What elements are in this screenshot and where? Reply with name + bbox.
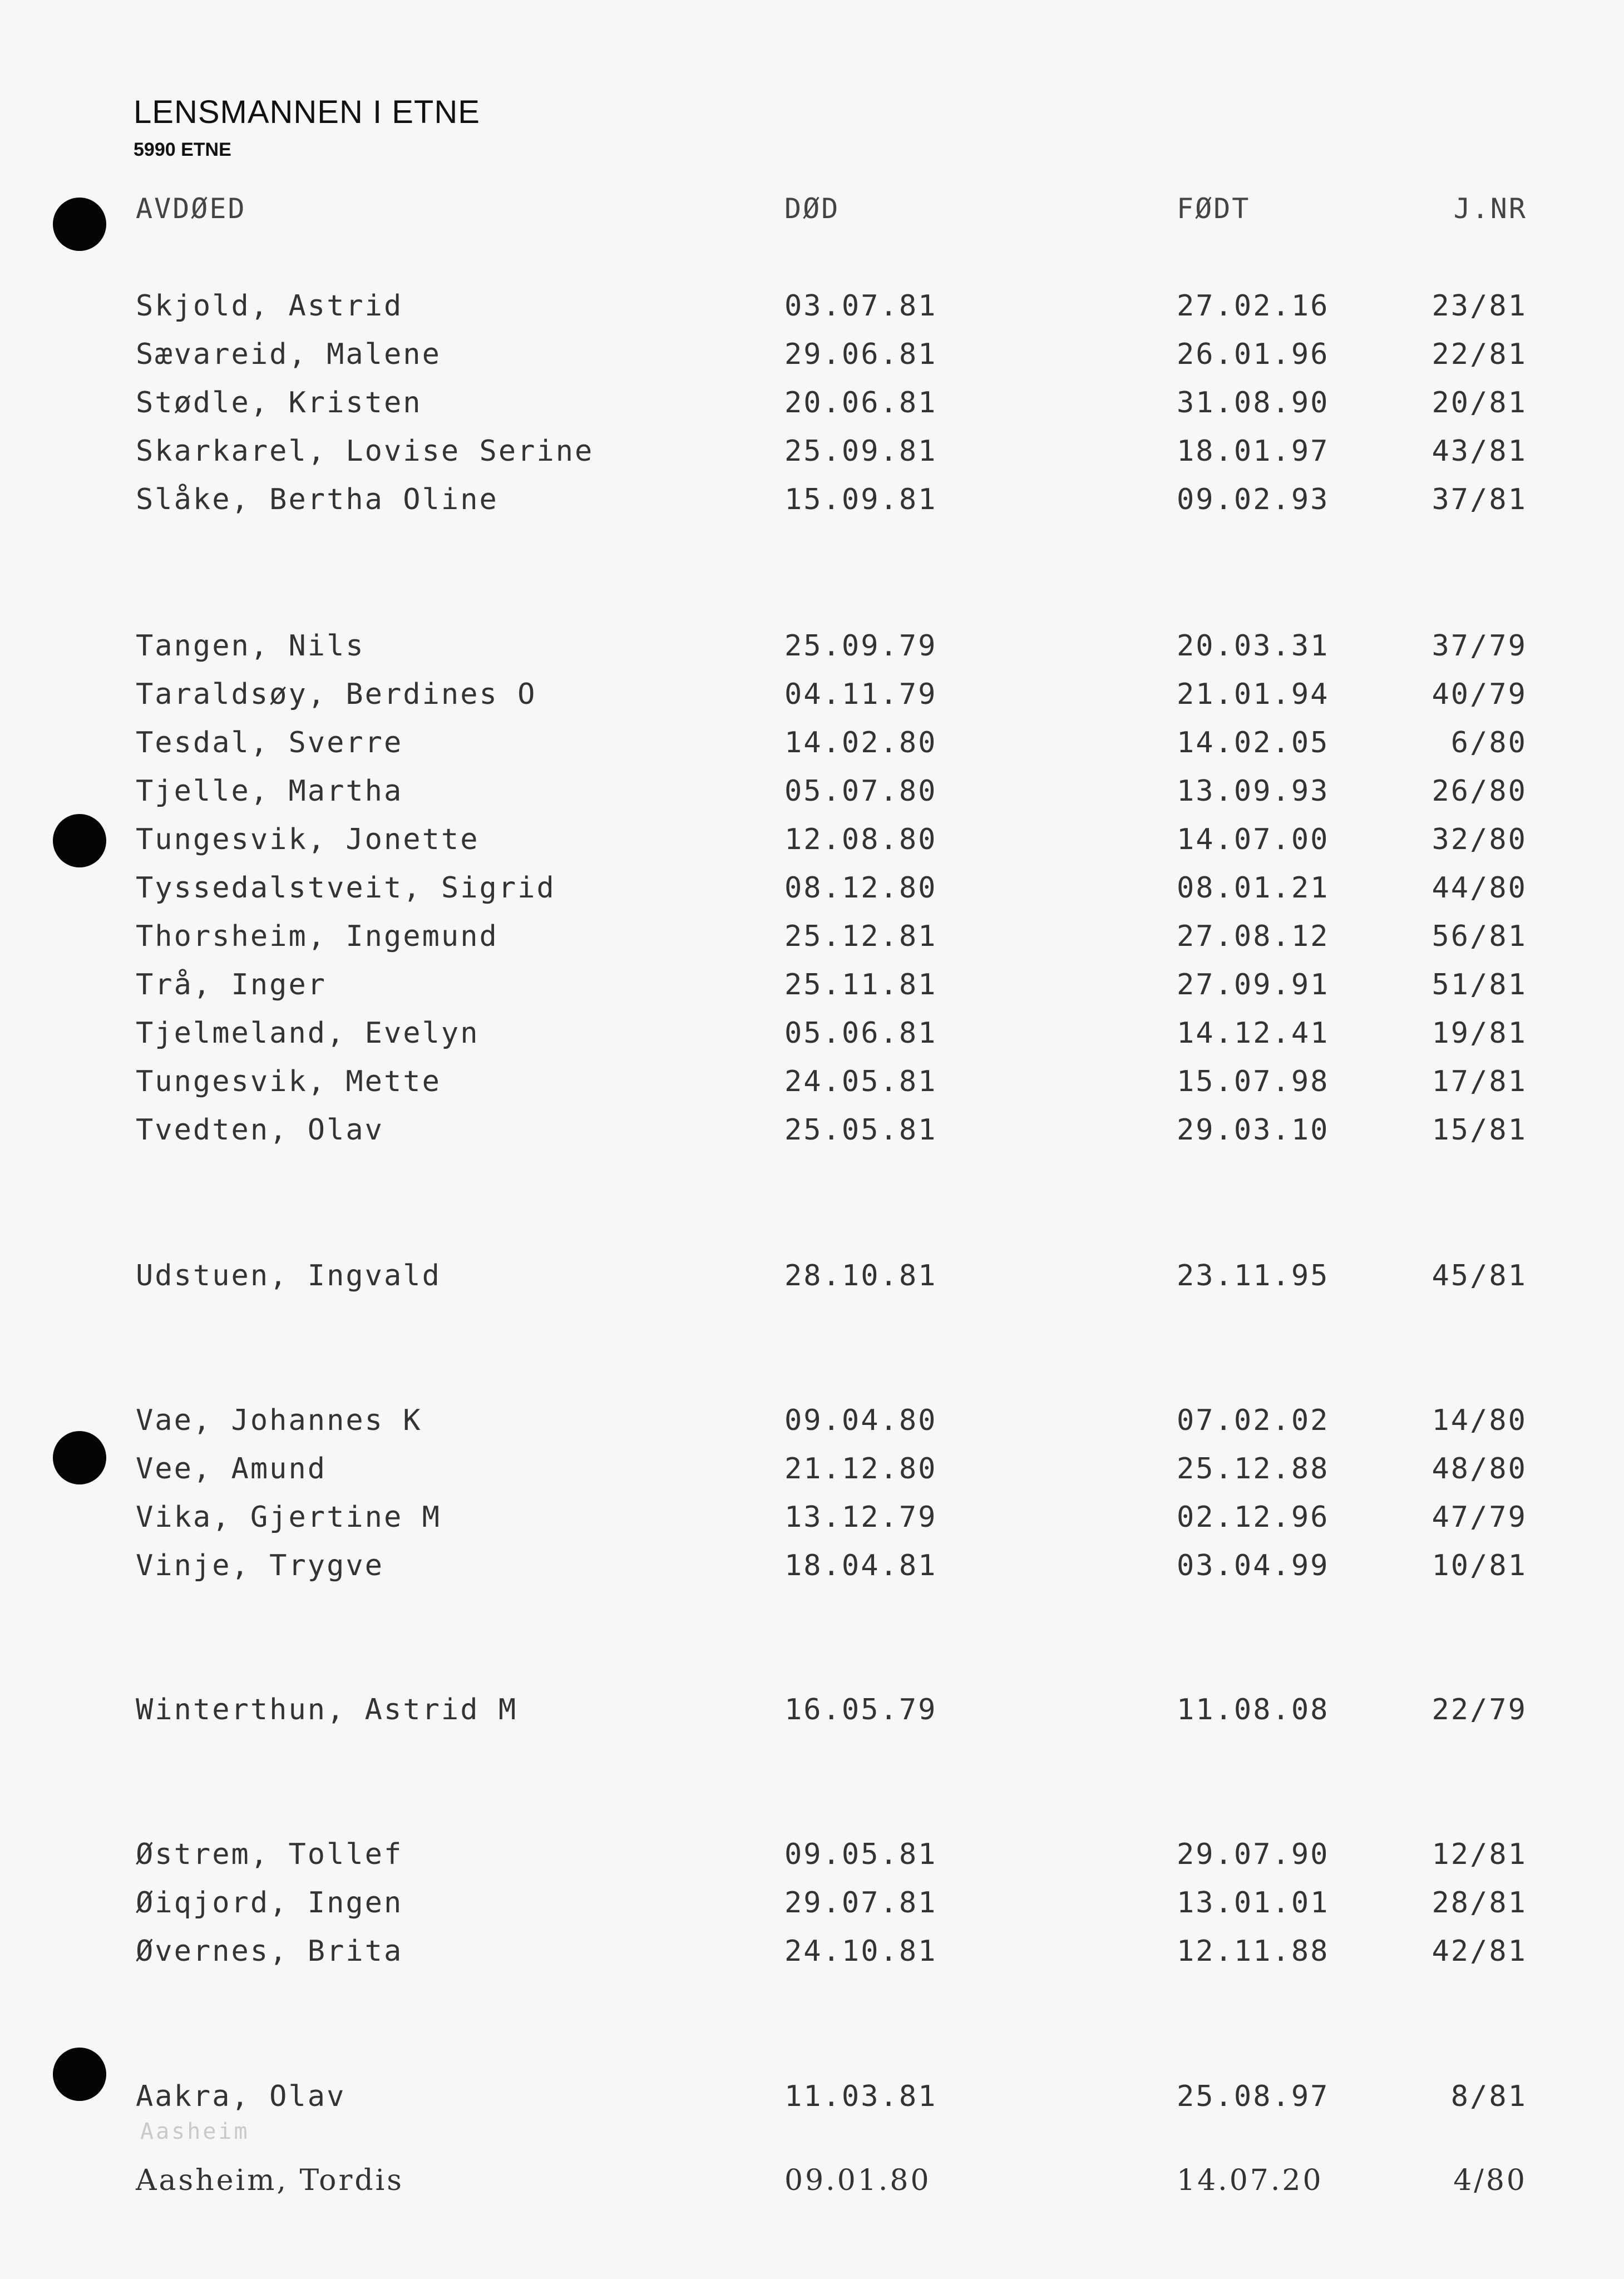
journal-number: 51/81 [1432,968,1527,1002]
table-row [0,2077,1624,2116]
date-died: 28.10.81 [784,1259,937,1293]
column-header-row [0,189,1624,228]
table-row [0,1401,1624,1440]
date-born: 14.07.20 [1177,2164,1324,2197]
date-born: 14.02.05 [1177,726,1330,759]
date-born: 14.07.00 [1177,823,1330,856]
date-born: 18.01.97 [1177,435,1330,468]
date-died: 25.12.81 [784,920,937,953]
letterhead-subtitle: 5990 ETNE [134,139,231,160]
journal-number: 44/80 [1432,871,1527,905]
deceased-name: Skarkarel, Lovise Serine [136,435,594,468]
table-row [0,2161,1624,2200]
table-row [0,1062,1624,1101]
deceased-name: Vika, Gjertine M [136,1501,441,1534]
journal-number: 28/81 [1432,1886,1527,1920]
table-row [0,335,1624,374]
journal-number: 12/81 [1432,1838,1527,1871]
date-born: 13.09.93 [1177,775,1330,808]
deceased-name: Tangen, Nils [136,629,365,663]
date-born: 15.07.98 [1177,1065,1330,1098]
journal-number: 45/81 [1432,1259,1527,1293]
journal-number: 20/81 [1432,386,1527,420]
table-row [0,432,1624,471]
date-died: 20.06.81 [784,386,937,420]
date-born: 27.02.16 [1177,289,1330,323]
column-header-born: FØDT [1177,193,1251,225]
column-header-journal: J.NR [1453,193,1527,225]
date-died: 29.06.81 [784,338,937,371]
table-row [0,480,1624,519]
journal-number: 47/79 [1432,1501,1527,1534]
journal-number: 22/81 [1432,338,1527,371]
deceased-name: Tesdal, Sverre [136,726,403,759]
deceased-name: Øiqjord, Ingen [136,1886,403,1920]
journal-number: 37/81 [1432,483,1527,516]
deceased-name: Skjold, Astrid [136,289,403,323]
date-born: 27.08.12 [1177,920,1330,953]
deceased-name: Tungesvik, Mette [136,1065,441,1098]
journal-number: 23/81 [1432,289,1527,323]
table-row [0,287,1624,325]
deceased-name: Tungesvik, Jonette [136,823,480,856]
date-died: 04.11.79 [784,678,937,711]
date-died: 09.04.80 [784,1404,937,1437]
date-died: 24.10.81 [784,1935,937,1968]
table-row [0,1932,1624,1971]
journal-number: 37/79 [1432,629,1527,663]
deceased-name: Sævareid, Malene [136,338,441,371]
deceased-name: Winterthun, Astrid M [136,1693,518,1726]
date-died: 09.01.80 [784,2164,931,2197]
table-row [0,820,1624,859]
date-died: 09.05.81 [784,1838,937,1871]
table-row [0,1014,1624,1053]
date-died: 08.12.80 [784,871,937,905]
journal-number: 10/81 [1432,1549,1527,1582]
date-born: 31.08.90 [1177,386,1330,420]
table-row [0,1111,1624,1150]
table-row [0,627,1624,665]
table-row [0,965,1624,1004]
journal-number: 42/81 [1432,1935,1527,1968]
date-born: 25.12.88 [1177,1452,1330,1486]
journal-number: 48/80 [1432,1452,1527,1486]
date-born: 26.01.96 [1177,338,1330,371]
date-born: 08.01.21 [1177,871,1330,905]
date-died: 13.12.79 [784,1501,937,1534]
date-died: 25.09.79 [784,629,937,663]
journal-number: 8/81 [1450,2080,1527,2113]
date-born: 07.02.02 [1177,1404,1330,1437]
date-born: 25.08.97 [1177,2080,1330,2113]
date-born: 11.08.08 [1177,1693,1330,1726]
journal-number: 19/81 [1432,1017,1527,1050]
date-born: 29.07.90 [1177,1838,1330,1871]
column-header-died: DØD [784,193,840,225]
deceased-name: Trå, Inger [136,968,327,1002]
journal-number: 43/81 [1432,435,1527,468]
deceased-name: Aasheim, Tordis [136,2164,404,2197]
date-born: 27.09.91 [1177,968,1330,1002]
date-died: 03.07.81 [784,289,937,323]
table-row [0,1498,1624,1537]
deceased-name: Udstuen, Ingvald [136,1259,441,1293]
date-died: 29.07.81 [784,1886,937,1920]
deceased-name: Tjelle, Martha [136,775,403,808]
deceased-name: Stødle, Kristen [136,386,422,420]
deceased-name: Slåke, Bertha Oline [136,483,498,516]
table-row [0,1835,1624,1874]
letterhead-title: LENSMANNEN I ETNE [134,94,480,130]
date-born: 21.01.94 [1177,678,1330,711]
deceased-name: Tvedten, Olav [136,1113,384,1147]
date-born: 09.02.93 [1177,483,1330,516]
date-died: 21.12.80 [784,1452,937,1486]
date-died: 24.05.81 [784,1065,937,1098]
journal-number: 56/81 [1432,920,1527,953]
table-row [0,383,1624,422]
table-row [0,1256,1624,1295]
table-row [0,869,1624,907]
journal-number: 32/80 [1432,823,1527,856]
deceased-name: Vee, Amund [136,1452,327,1486]
date-born: 14.12.41 [1177,1017,1330,1050]
column-header-deceased: AVDØED [136,193,246,225]
date-born: 02.12.96 [1177,1501,1330,1534]
journal-number: 15/81 [1432,1113,1527,1147]
deceased-name: Tyssedalstveit, Sigrid [136,871,556,905]
journal-number: 40/79 [1432,678,1527,711]
date-died: 25.05.81 [784,1113,937,1147]
journal-number: 22/79 [1432,1693,1527,1726]
date-died: 14.02.80 [784,726,937,759]
deceased-name: Østrem, Tollef [136,1838,403,1871]
date-died: 25.09.81 [784,435,937,468]
table-row [0,1690,1624,1729]
journal-number: 17/81 [1432,1065,1527,1098]
deceased-name: Øvernes, Brita [136,1935,403,1968]
date-born: 29.03.10 [1177,1113,1330,1147]
deceased-name: Thorsheim, Ingemund [136,920,498,953]
date-died: 16.05.79 [784,1693,937,1726]
table-row [0,1449,1624,1488]
date-died: 12.08.80 [784,823,937,856]
deceased-name: Taraldsøy, Berdines O [136,678,537,711]
deceased-name: Vinje, Trygve [136,1549,384,1582]
date-born: 20.03.31 [1177,629,1330,663]
journal-number: 4/80 [1453,2164,1527,2197]
date-died: 15.09.81 [784,483,937,516]
table-row [0,675,1624,714]
table-row [0,1546,1624,1585]
date-died: 11.03.81 [784,2080,937,2113]
date-born: 12.11.88 [1177,1935,1330,1968]
table-row [0,772,1624,811]
journal-number: 26/80 [1432,775,1527,808]
date-born: 03.04.99 [1177,1549,1330,1582]
faded-overtype: Aasheim [140,2119,250,2144]
deceased-name: Aakra, Olav [136,2080,346,2113]
table-row [0,723,1624,762]
deceased-name: Vae, Johannes K [136,1404,422,1437]
date-died: 05.06.81 [784,1017,937,1050]
journal-number: 6/80 [1450,726,1527,759]
date-born: 23.11.95 [1177,1259,1330,1293]
date-died: 18.04.81 [784,1549,937,1582]
date-died: 25.11.81 [784,968,937,1002]
table-row [0,1883,1624,1922]
table-row [0,917,1624,956]
journal-number: 14/80 [1432,1404,1527,1437]
deceased-name: Tjelmeland, Evelyn [136,1017,480,1050]
date-born: 13.01.01 [1177,1886,1330,1920]
date-died: 05.07.80 [784,775,937,808]
